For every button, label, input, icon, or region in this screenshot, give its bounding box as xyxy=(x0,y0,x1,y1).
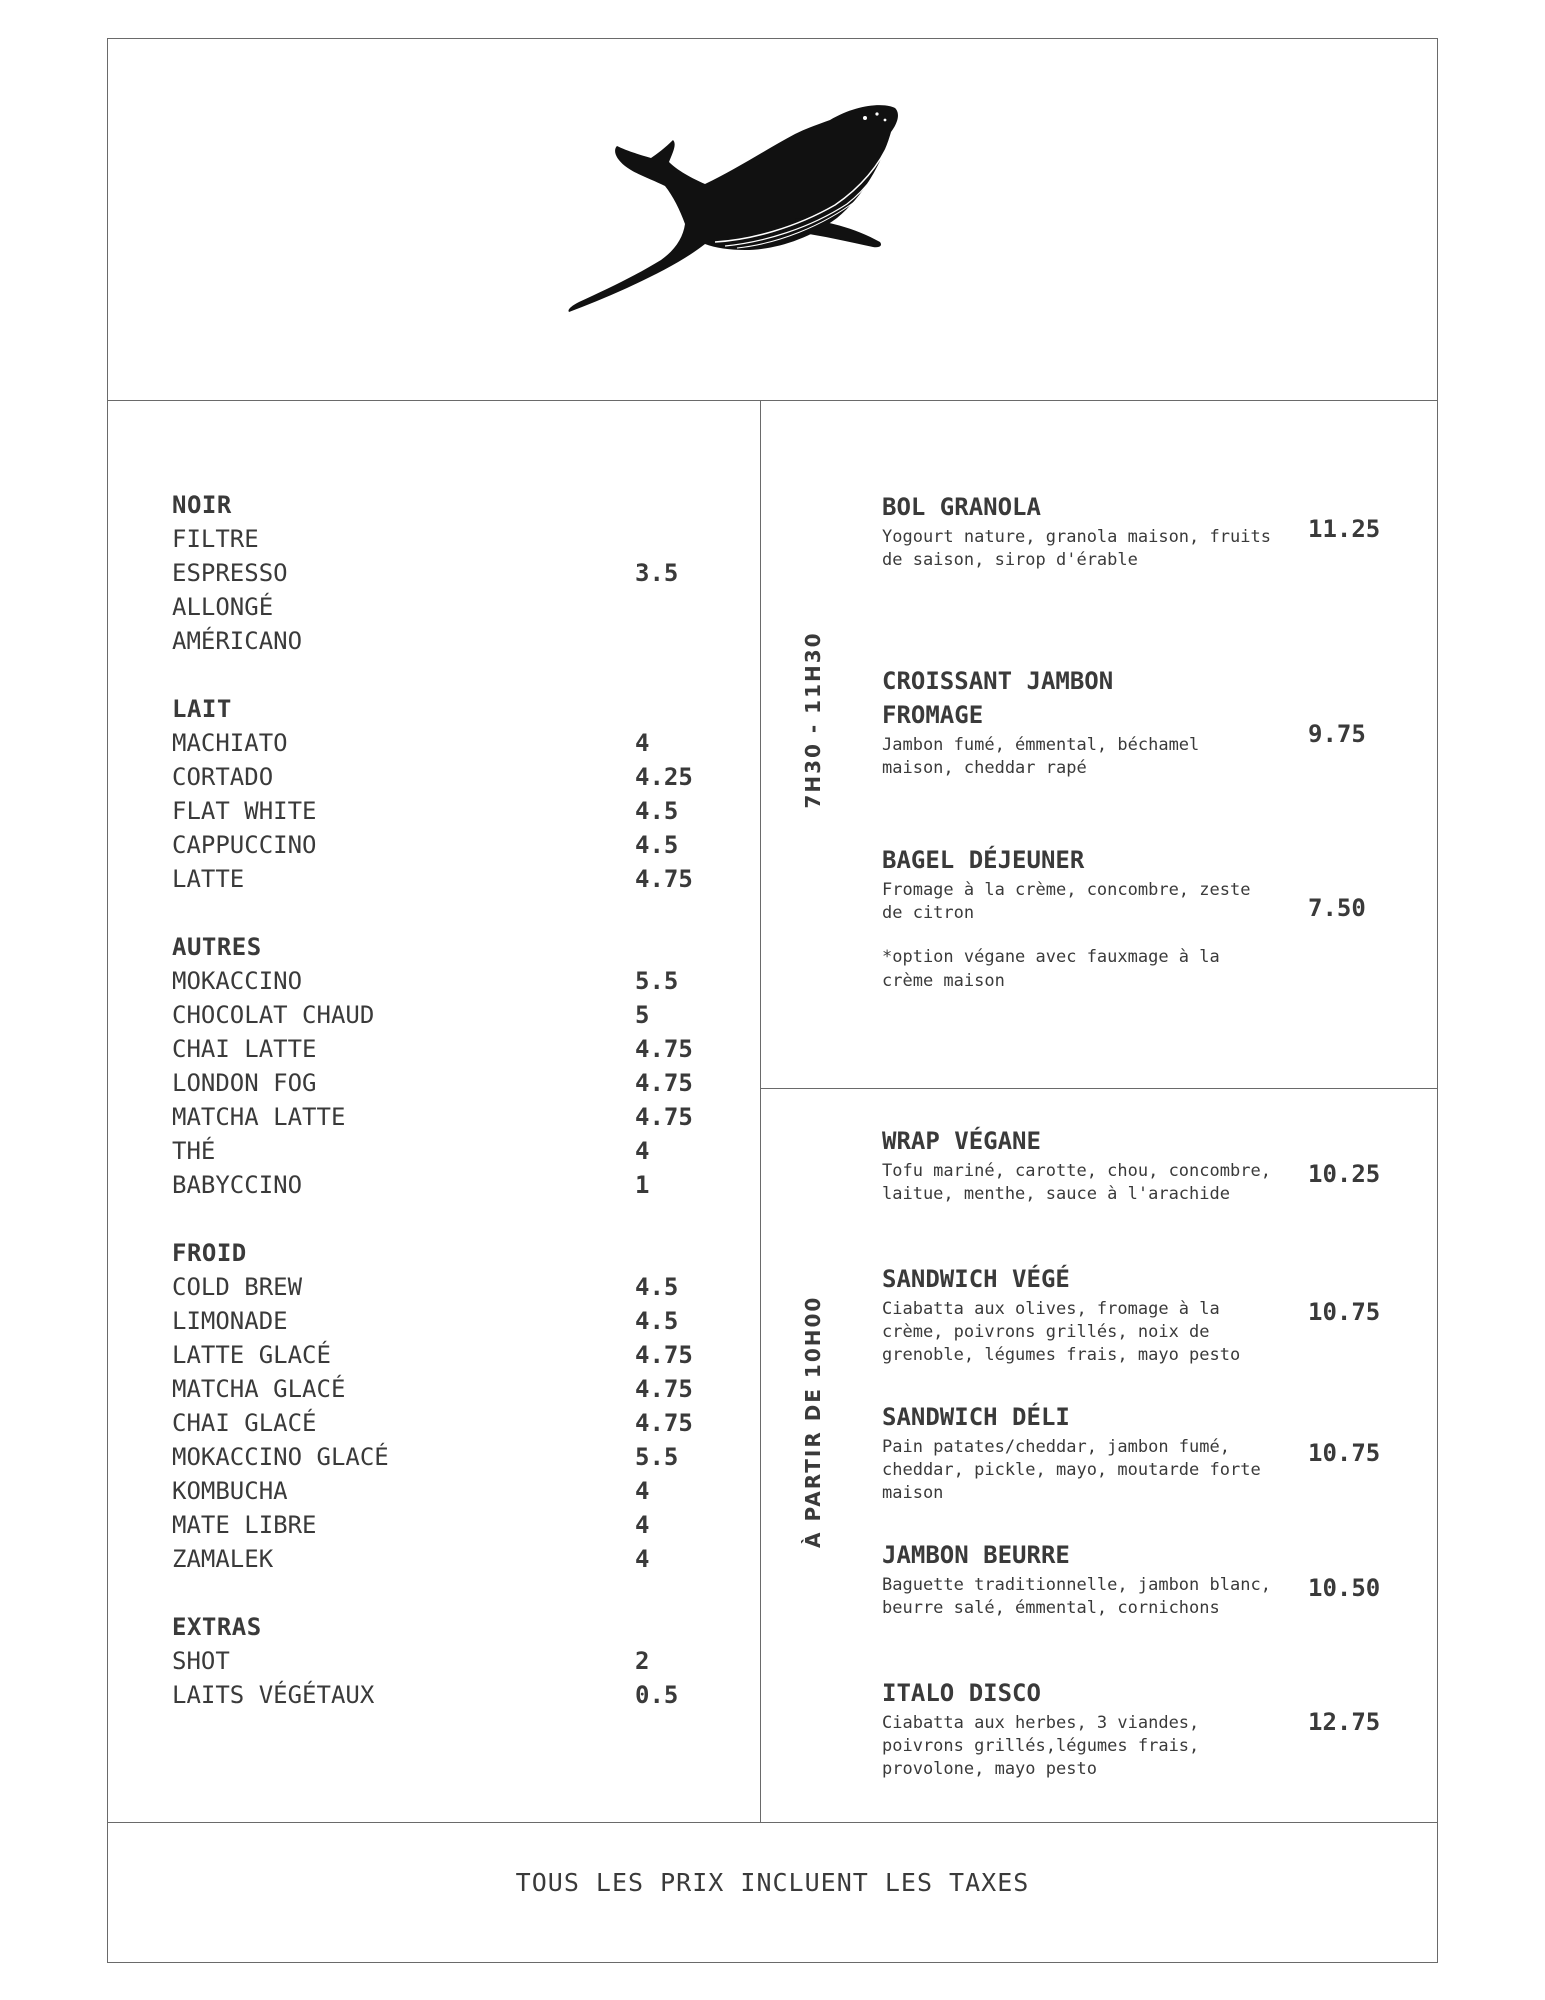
divider-header xyxy=(107,400,1438,401)
food-description: Yogourt nature, granola maison, fruits de saison, sirop d'érable xyxy=(882,527,1271,570)
drink-price: 0.5 xyxy=(635,1681,679,1709)
drink-price: 4.75 xyxy=(635,1409,693,1437)
drink-price: 4.75 xyxy=(635,1341,693,1369)
drink-item xyxy=(172,1678,712,1712)
drink-name: CAPPUCCINO xyxy=(172,831,317,859)
drink-name: LIMONADE xyxy=(172,1307,288,1335)
drink-item xyxy=(172,1032,712,1066)
drink-price: 2 xyxy=(635,1647,650,1675)
drink-category xyxy=(172,692,712,896)
drink-price: 4.5 xyxy=(635,797,679,825)
drink-price: 5.5 xyxy=(635,1443,679,1471)
drink-item xyxy=(172,1168,712,1202)
breakfast-hours-label: 7H30 - 11H30 xyxy=(801,631,825,809)
food-description: Jambon fumé, émmental, béchamel maison, cheddar rapé xyxy=(882,735,1200,778)
drink-name: COLD BREW xyxy=(172,1273,303,1301)
drink-name: CHOCOLAT CHAUD xyxy=(172,1001,375,1029)
drink-item xyxy=(172,1134,712,1168)
drink-name: ESPRESSO xyxy=(172,559,288,587)
drink-item xyxy=(172,1338,712,1372)
drink-name: THÉ xyxy=(172,1137,216,1165)
drink-name: SHOT xyxy=(172,1647,230,1675)
whale-icon xyxy=(565,100,930,340)
drink-price: 4.75 xyxy=(635,1035,693,1063)
food-price: 12.75 xyxy=(1308,1708,1381,1736)
food-description: Ciabatta aux olives, fromage à la crème, poivrons grillés, noix de grenoble, légumes frais, mayo pesto xyxy=(882,1299,1241,1365)
drink-category xyxy=(172,1236,712,1576)
drink-item xyxy=(172,1372,712,1406)
drink-name: LATTE GLACÉ xyxy=(172,1341,331,1369)
drink-name: KOMBUCHA xyxy=(172,1477,288,1505)
drink-item xyxy=(172,1304,712,1338)
drink-item xyxy=(172,964,712,998)
food-description: Fromage à la crème, concombre, zeste de citron xyxy=(882,880,1251,923)
drink-price: 5 xyxy=(635,1001,650,1029)
divider-food-sections xyxy=(760,1088,1438,1089)
drink-name: LATTE xyxy=(172,865,245,893)
food-price: 7.50 xyxy=(1308,894,1366,922)
drink-price: 4.75 xyxy=(635,1375,693,1403)
category-title: NOIR xyxy=(172,491,232,519)
drink-price: 4 xyxy=(635,1477,650,1505)
drink-item xyxy=(172,1542,712,1576)
food-price: 9.75 xyxy=(1308,720,1366,748)
drink-name: CHAI GLACÉ xyxy=(172,1409,317,1437)
vegan-option-note: *option végane avec fauxmage à la crème maison xyxy=(882,947,1220,991)
drink-item xyxy=(172,998,712,1032)
drink-item xyxy=(172,1508,712,1542)
drink-price: 4.5 xyxy=(635,1273,679,1301)
food-price: 10.75 xyxy=(1308,1298,1381,1326)
drink-price: 4.5 xyxy=(635,831,679,859)
drink-item xyxy=(172,1066,712,1100)
food-title: BAGEL DÉJEUNER xyxy=(882,846,1085,874)
drink-name: MATCHA GLACÉ xyxy=(172,1375,346,1403)
food-description: Baguette traditionnelle, jambon blanc, beurre salé, émmental, cornichons xyxy=(882,1575,1271,1618)
drink-item xyxy=(172,726,712,760)
food-title: WRAP VÉGANE xyxy=(882,1127,1041,1155)
drink-item xyxy=(172,590,712,624)
food-price: 10.25 xyxy=(1308,1160,1381,1188)
drink-item xyxy=(172,1406,712,1440)
divider-footer xyxy=(107,1822,1438,1823)
food-price: 10.75 xyxy=(1308,1439,1381,1467)
drink-price: 4.75 xyxy=(635,865,693,893)
food-title: BOL GRANOLA xyxy=(882,493,1041,521)
drink-item xyxy=(172,862,712,896)
drink-name: FLAT WHITE xyxy=(172,797,317,825)
food-description: Pain patates/cheddar, jambon fumé, cheddar, pickle, mayo, moutarde forte maison xyxy=(882,1437,1261,1503)
drink-name: AMÉRICANO xyxy=(172,627,303,655)
drink-item xyxy=(172,794,712,828)
drink-name: BABYCCINO xyxy=(172,1171,303,1199)
drink-price: 4.75 xyxy=(635,1069,693,1097)
food-description: Ciabatta aux herbes, 3 viandes, poivrons grillés,légumes frais, provolone, mayo pesto xyxy=(882,1713,1200,1779)
drink-price: 1 xyxy=(635,1171,650,1199)
drink-price: 5.5 xyxy=(635,967,679,995)
food-price: 11.25 xyxy=(1308,515,1381,543)
drink-price: 4 xyxy=(635,1137,650,1165)
drink-name: FILTRE xyxy=(172,525,259,553)
taxes-footer: TOUS LES PRIX INCLUENT LES TAXES xyxy=(515,1868,1030,1897)
drink-category xyxy=(172,488,712,658)
drink-item xyxy=(172,624,712,658)
drink-item xyxy=(172,556,712,590)
drink-name: MATE LIBRE xyxy=(172,1511,317,1539)
food-title: CROISSANT JAMBON FROMAGE xyxy=(882,667,1114,729)
divider-columns xyxy=(760,400,761,1822)
lunch-hours-label: À PARTIR DE 10H00 xyxy=(801,1295,825,1548)
drink-item xyxy=(172,1270,712,1304)
food-price: 10.50 xyxy=(1308,1574,1381,1602)
drink-price: 4.25 xyxy=(635,763,693,791)
drink-name: LAITS VÉGÉTAUX xyxy=(172,1681,375,1709)
drink-name: LONDON FOG xyxy=(172,1069,317,1097)
drink-name: MACHIATO xyxy=(172,729,288,757)
drink-name: MATCHA LATTE xyxy=(172,1103,346,1131)
drink-item xyxy=(172,760,712,794)
category-title: AUTRES xyxy=(172,933,262,961)
drink-item xyxy=(172,1474,712,1508)
drink-item xyxy=(172,1100,712,1134)
drink-item xyxy=(172,1440,712,1474)
drink-name: CORTADO xyxy=(172,763,274,791)
drink-name: CHAI LATTE xyxy=(172,1035,317,1063)
category-title: LAIT xyxy=(172,695,232,723)
drink-item xyxy=(172,828,712,862)
food-title: SANDWICH DÉLI xyxy=(882,1403,1070,1431)
drink-price: 4 xyxy=(635,729,650,757)
food-description: Tofu mariné, carotte, chou, concombre, laitue, menthe, sauce à l'arachide xyxy=(882,1161,1271,1204)
drink-name: MOKACCINO xyxy=(172,967,303,995)
food-title: JAMBON BEURRE xyxy=(882,1541,1070,1569)
food-title: SANDWICH VÉGÉ xyxy=(882,1265,1070,1293)
drink-price: 4 xyxy=(635,1545,650,1573)
drink-price: 3.5 xyxy=(635,559,679,587)
drink-item xyxy=(172,1644,712,1678)
drink-item xyxy=(172,522,712,556)
drink-name: MOKACCINO GLACÉ xyxy=(172,1443,389,1471)
drink-category xyxy=(172,1610,712,1712)
drink-category xyxy=(172,930,712,1202)
category-title: EXTRAS xyxy=(172,1613,262,1641)
drink-name: ZAMALEK xyxy=(172,1545,274,1573)
category-title: FROID xyxy=(172,1239,247,1267)
drinks-list xyxy=(172,488,712,1746)
food-title: ITALO DISCO xyxy=(882,1679,1041,1707)
drink-name: ALLONGÉ xyxy=(172,593,274,621)
drink-price: 4 xyxy=(635,1511,650,1539)
drink-price: 4.75 xyxy=(635,1103,693,1131)
drink-price: 4.5 xyxy=(635,1307,679,1335)
